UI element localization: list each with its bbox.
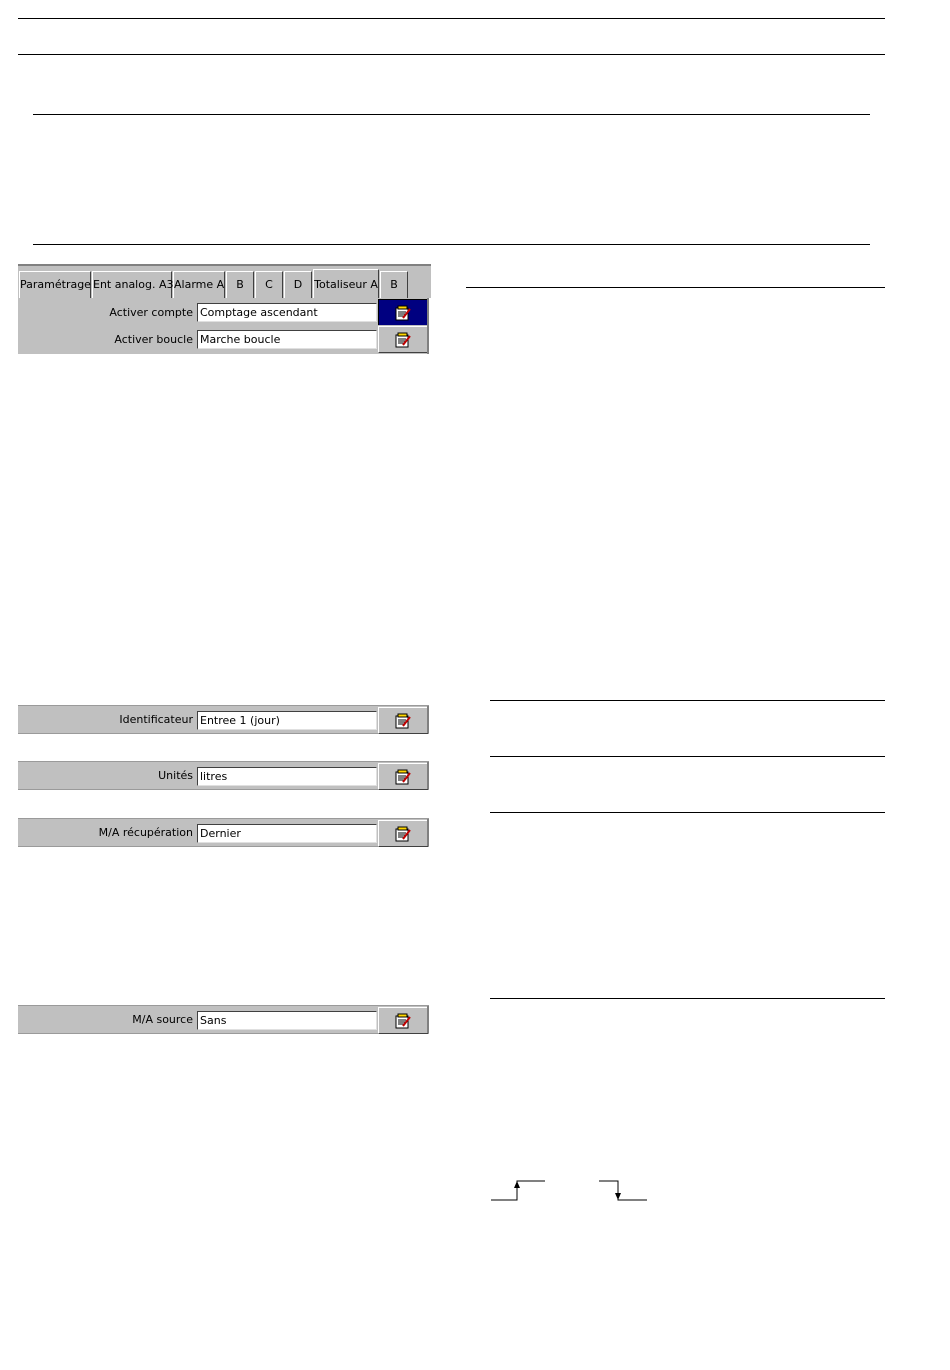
- row-edge: [427, 706, 429, 733]
- edit-icon: [394, 826, 412, 842]
- tab-strip: [18, 264, 431, 298]
- tab-alarme-c[interactable]: C: [255, 271, 283, 298]
- row-edge: [427, 1006, 429, 1033]
- unites-label: Unités: [158, 769, 193, 782]
- right-rule-1: [490, 700, 885, 701]
- identificateur-field[interactable]: Entree 1 (jour): [197, 711, 377, 730]
- identificateur-label: Identificateur: [119, 713, 193, 726]
- ma-source-label: M/A source: [132, 1013, 193, 1026]
- ma-source-field[interactable]: Sans: [197, 1011, 377, 1030]
- row-edge: [427, 762, 429, 789]
- right-rule-4: [490, 998, 885, 999]
- right-column-rule: [466, 287, 885, 288]
- activer-compte-label: Activer compte: [109, 306, 193, 319]
- edit-icon: [394, 713, 412, 729]
- tab-ent-analog-a3[interactable]: Ent analog. A3: [92, 271, 172, 298]
- header-rule-1: [18, 18, 885, 19]
- identificateur-edit-button[interactable]: [378, 707, 428, 734]
- activer-boucle-edit-button[interactable]: [378, 326, 428, 353]
- identificateur-row: [18, 705, 429, 734]
- row-edge: [427, 819, 429, 846]
- tab-alarme-a[interactable]: Alarme A: [173, 271, 225, 298]
- section-rule-2: [33, 244, 870, 245]
- edit-icon: [394, 769, 412, 785]
- edit-icon: [394, 1013, 412, 1029]
- section-rule-1: [33, 114, 870, 115]
- activer-compte-field[interactable]: Comptage ascendant: [197, 303, 377, 322]
- ma-source-edit-button[interactable]: [378, 1007, 428, 1034]
- ma-recuperation-label: M/A récupération: [98, 826, 193, 839]
- ma-recuperation-row: [18, 818, 429, 847]
- unites-field[interactable]: litres: [197, 767, 377, 786]
- falling-edge-icon: [598, 1178, 650, 1204]
- row-edge: [427, 325, 429, 354]
- tab-alarme-d[interactable]: D: [284, 271, 312, 298]
- activer-boucle-field[interactable]: Marche boucle: [197, 330, 377, 349]
- activer-boucle-label: Activer boucle: [114, 333, 193, 346]
- activer-compte-edit-button[interactable]: [378, 299, 428, 326]
- ma-source-row: [18, 1005, 429, 1034]
- tab-alarme-b[interactable]: B: [226, 271, 254, 298]
- row-edge: [427, 298, 429, 327]
- tab-totaliseur-b[interactable]: B: [380, 271, 408, 298]
- header-rule-2: [18, 54, 885, 55]
- unites-row: [18, 761, 429, 790]
- right-rule-3: [490, 812, 885, 813]
- edit-icon: [394, 332, 412, 348]
- rising-edge-icon: [490, 1178, 548, 1204]
- ma-recuperation-edit-button[interactable]: [378, 820, 428, 847]
- tab-parametrage[interactable]: Paramétrage: [19, 271, 91, 298]
- activer-compte-row: [18, 298, 429, 327]
- edit-icon: [394, 305, 412, 321]
- activer-boucle-row: [18, 325, 429, 354]
- unites-edit-button[interactable]: [378, 763, 428, 790]
- tab-totaliseur-a[interactable]: Totaliseur A: [313, 269, 379, 299]
- ma-recuperation-field[interactable]: Dernier: [197, 824, 377, 843]
- right-rule-2: [490, 756, 885, 757]
